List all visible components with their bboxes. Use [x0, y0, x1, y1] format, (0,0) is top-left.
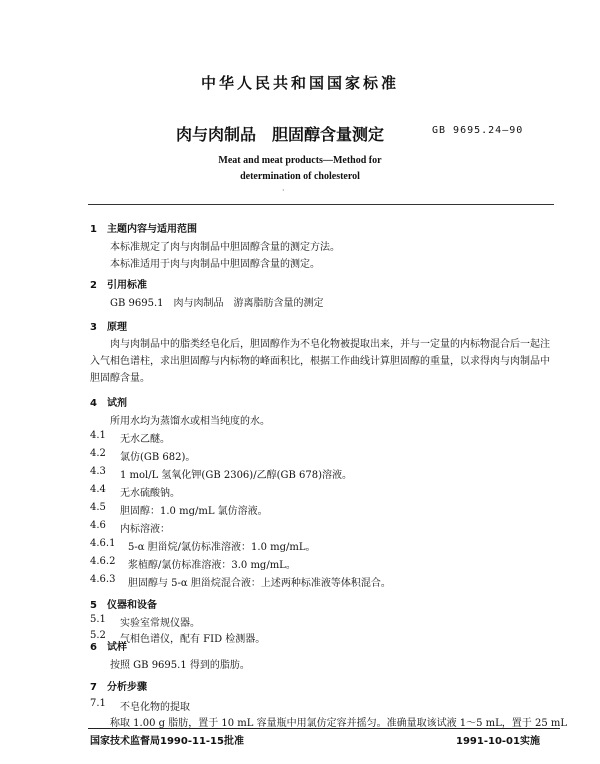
item-text: 不皂化物的提取	[120, 702, 190, 713]
header-rule	[88, 204, 554, 205]
item-text: 氯仿(GB 682)。	[120, 452, 196, 463]
section-6-heading: 6 试样	[90, 642, 127, 653]
item-number: 4.6.2	[90, 556, 116, 567]
item-text: 浆植醇/氯仿标准溶液：3.0 mg/mL。	[128, 560, 296, 571]
separator-dot: ·	[282, 186, 285, 195]
item-text: 胆固醇：1.0 mg/mL 氯仿溶液。	[120, 506, 268, 517]
standard-header: 中华人民共和国国家标准	[200, 74, 399, 92]
english-title-line-2: determination of cholesterol	[240, 171, 360, 182]
section-1-paragraph-2: 本标准适用于肉与肉制品中胆固醇含量的测定。	[110, 259, 320, 270]
item-text: 无水乙醚。	[120, 434, 170, 445]
item-number: 4.3	[90, 466, 106, 477]
item-number: 4.2	[90, 448, 106, 459]
item-text: 实验室常规仪器。	[120, 618, 200, 629]
item-text: 气相色谱仪，配有 FID 检测器。	[120, 634, 266, 645]
section-6-paragraph: 按照 GB 9695.1 得到的脂肪。	[110, 660, 250, 671]
section-2-heading: 2 引用标准	[90, 280, 147, 291]
section-2-reference: GB 9695.1 肉与肉制品 游离脂肪含量的测定	[110, 298, 324, 309]
section-7-paragraph: 称取 1.00 g 脂肪，置于 10 mL 容量瓶中用氯仿定容并摇匀。准确量取该试液 1～5 mL，置于 25 mL	[110, 718, 567, 729]
item-number: 4.6.1	[90, 538, 116, 549]
item-text: 1 mol/L 氢氧化钾(GB 2306)/乙醇(GB 678)溶液。	[120, 470, 352, 481]
item-number: 4.6	[90, 520, 106, 531]
item-number: 5.1	[90, 614, 106, 625]
section-5-heading: 5 仪器和设备	[90, 600, 157, 611]
item-number: 4.1	[90, 430, 106, 441]
section-4-intro: 所用水均为蒸馏水或相当纯度的水。	[110, 416, 270, 427]
item-number: 4.4	[90, 484, 106, 495]
section-1-paragraph-1: 本标准规定了肉与肉制品中胆固醇含量的测定方法。	[110, 242, 340, 253]
item-number: 5.2	[90, 630, 106, 641]
implementation-date: 1991-10-01实施	[456, 736, 540, 747]
item-number: 4.5	[90, 502, 106, 513]
section-3-paragraph: 肉与肉制品中的脂类经皂化后，胆固醇作为不皂化物被提取出来，并与一定量的内标物混合后一起注入气相色谱柱，求出胆固醇与内标物的峰面积比，根据工作曲线计算胆固醇的重量，以求得肉与肉制品中胆固醇含量。	[90, 339, 550, 384]
english-title-line-1: Meat and meat products—Method for	[218, 155, 382, 166]
approval-date: 国家技术监督局1990-11-15批准	[90, 736, 244, 747]
item-text: 胆固醇与 5-α 胆甾烷混合液：上述两种标准液等体积混合。	[128, 578, 391, 589]
section-3-heading: 3 原理	[90, 322, 127, 333]
section-1-heading: 1 主题内容与适用范围	[90, 224, 197, 235]
item-number: 7.1	[90, 698, 106, 709]
section-7-heading: 7 分析步骤	[90, 682, 147, 693]
item-number: 4.6.3	[90, 574, 116, 585]
item-text: 无水硫酸钠。	[120, 488, 180, 499]
section-4-heading: 4 试剂	[90, 398, 127, 409]
document-title: 肉与肉制品 胆固醇含量测定	[176, 125, 385, 144]
standard-number: GB 9695.24—90	[432, 125, 524, 136]
item-text: 内标溶液：	[120, 524, 170, 535]
item-text: 5-α 胆甾烷/氯仿标准溶液：1.0 mg/mL。	[128, 542, 316, 553]
